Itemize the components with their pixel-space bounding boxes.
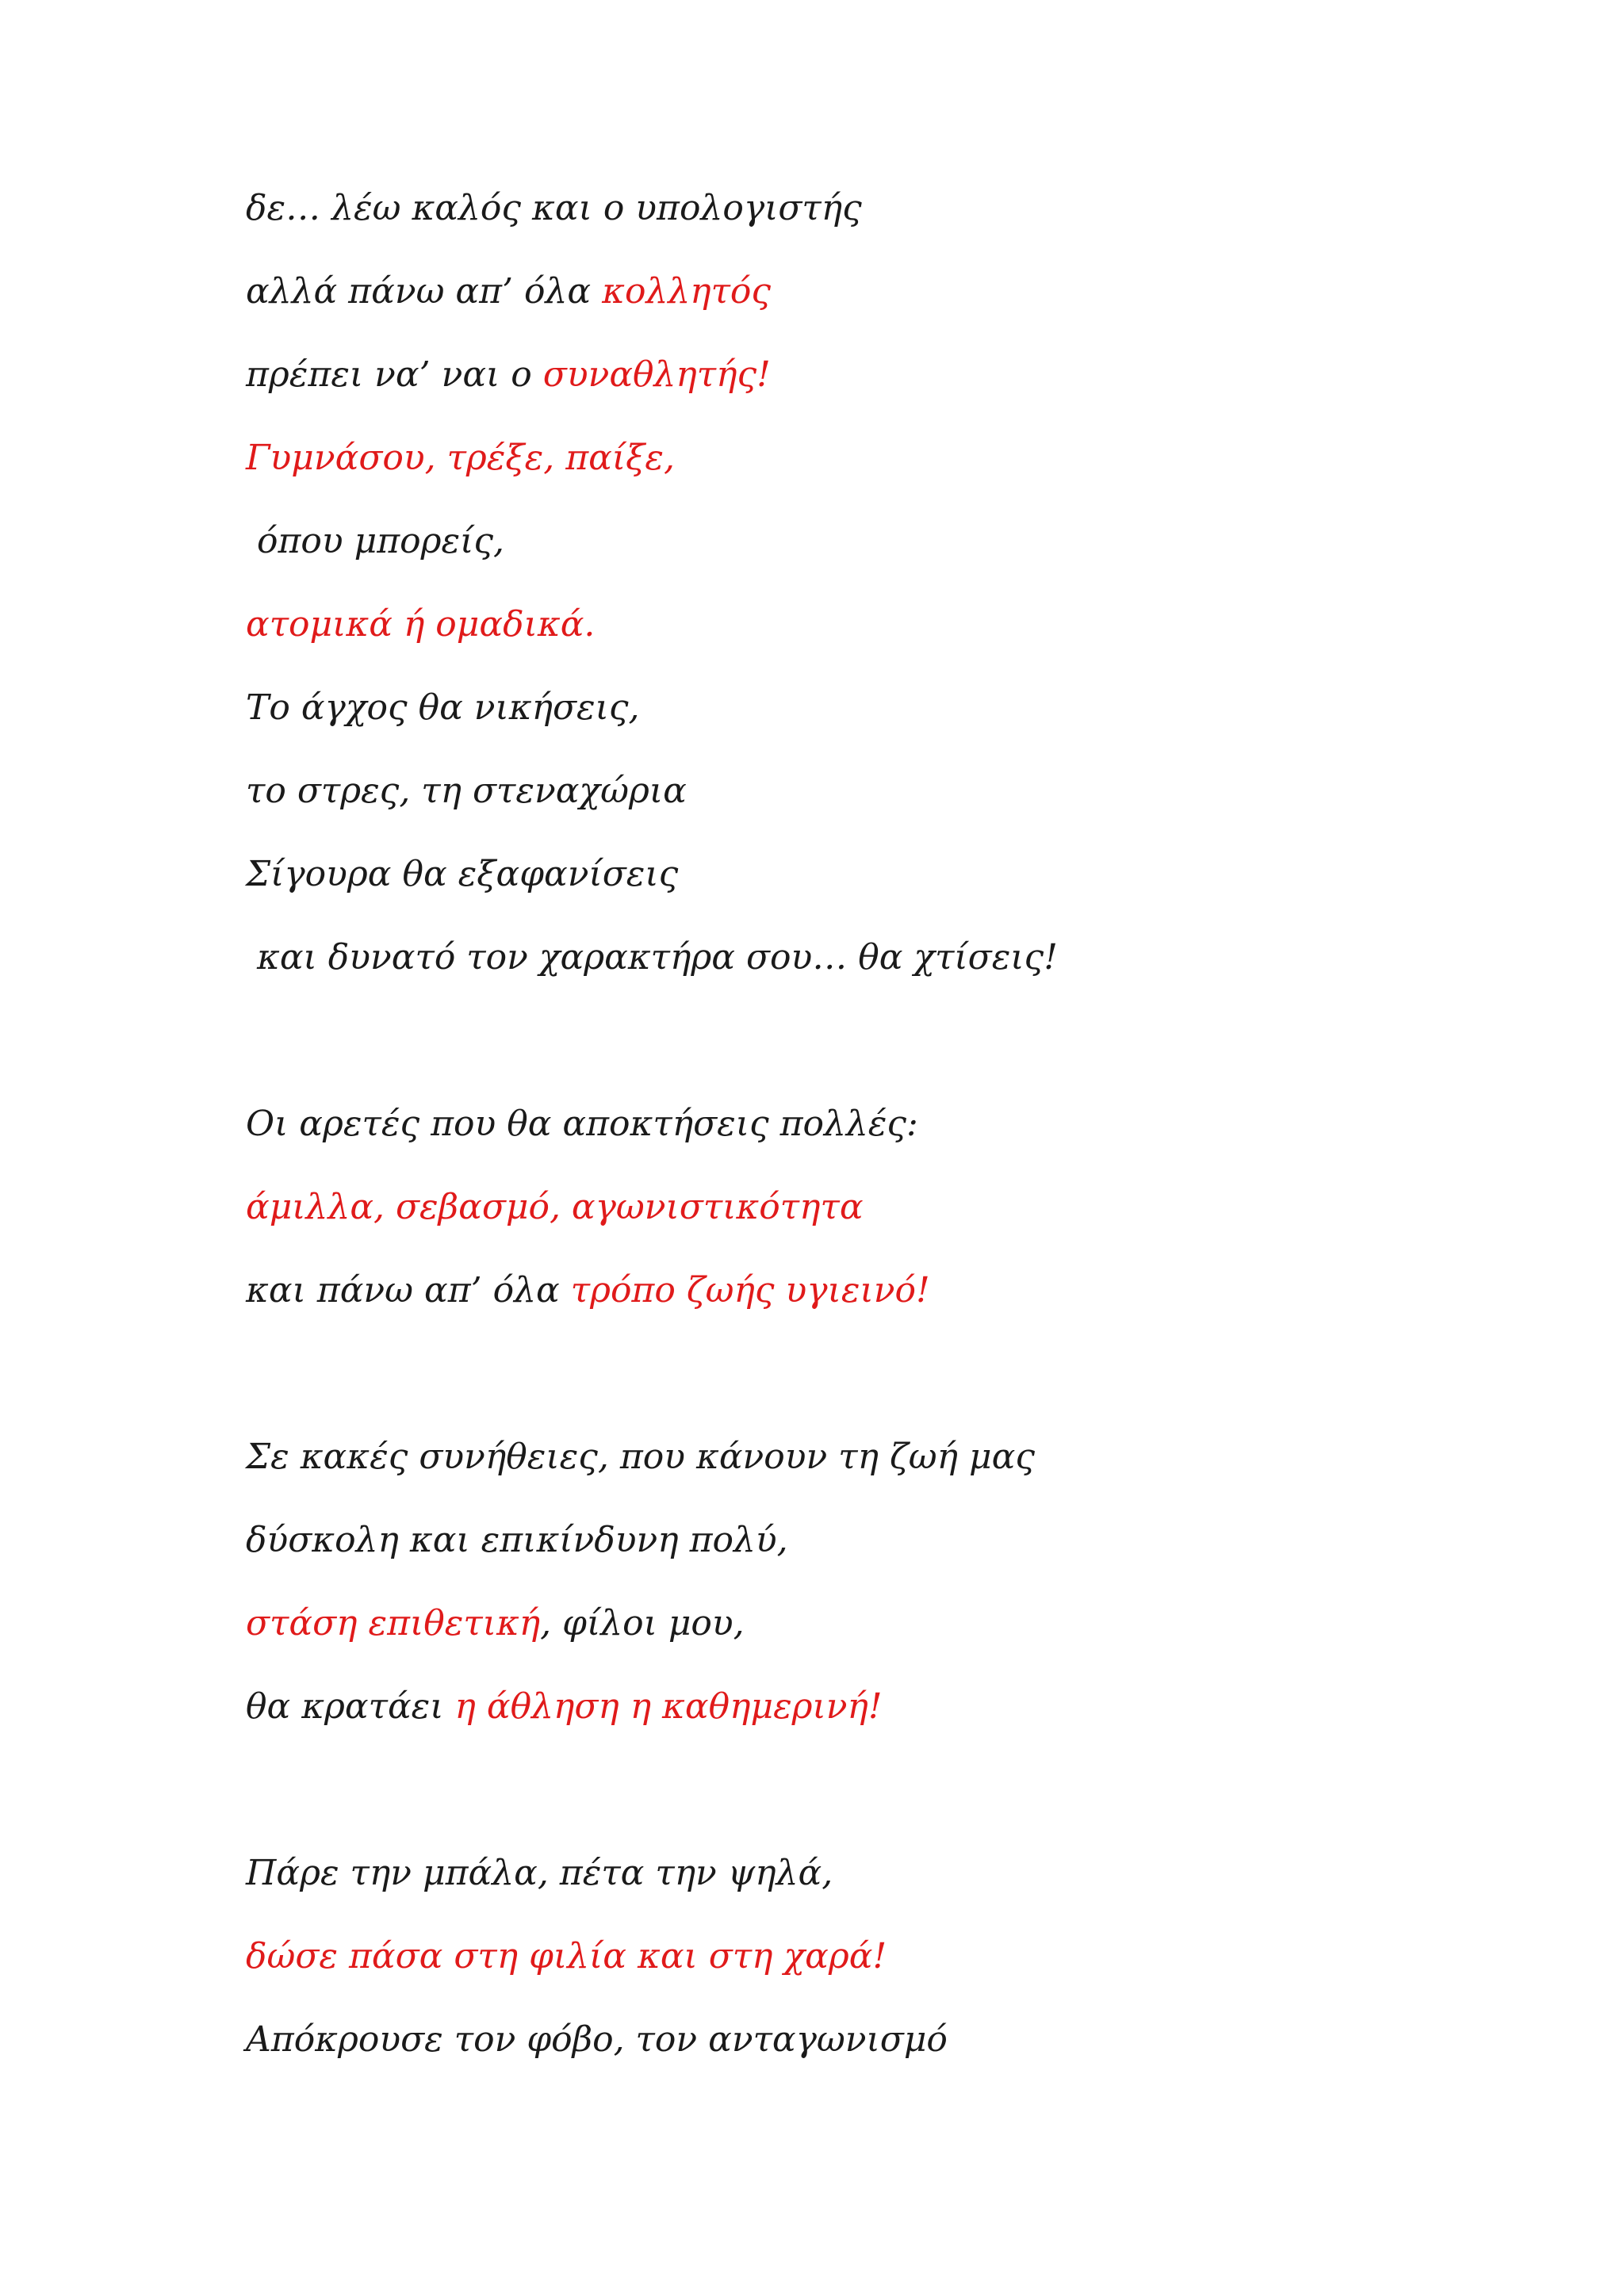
poem-line xyxy=(246,522,1435,561)
poem-line xyxy=(246,855,1435,894)
line-text: δε… λέω καλός και ο υπολογιστής xyxy=(246,188,862,228)
poem-line xyxy=(246,771,1435,811)
line-text: Απόκρουσε τον φόβο, τον ανταγωνισμό xyxy=(246,2019,948,2060)
line-text: Οι αρετές που θα αποκτήσεις πολλές: xyxy=(246,1104,918,1144)
line-text: όπου μπορείς, xyxy=(246,521,504,561)
line-text: θα κρατάει xyxy=(246,1686,455,1727)
highlighted-text: στάση επιθετική xyxy=(246,1603,541,1644)
highlighted-text: Γυμνάσου, τρέξε, παίξε, xyxy=(246,438,675,478)
line-text: το στρες, τη στεναχώρια xyxy=(246,771,687,811)
poem-line xyxy=(246,1104,1435,1144)
poem-line xyxy=(246,438,1435,478)
poem-text xyxy=(246,189,1435,2103)
highlighted-text: δώσε πάσα στη φιλία και στη χαρά! xyxy=(246,1936,887,1976)
poem-line xyxy=(246,605,1435,645)
line-text: Πάρε την μπάλα, πέτα την ψηλά, xyxy=(246,1853,833,1893)
line-text: , φίλοι μου, xyxy=(540,1603,745,1644)
line-text: Το άγχος θα νικήσεις, xyxy=(246,687,640,728)
line-text: Σε κακές συνήθειες, που κάνουν τη ζωή μας xyxy=(246,1437,1035,1477)
line-text: δύσκολη και επικίνδυνη πολύ, xyxy=(246,1520,788,1560)
poem-line xyxy=(246,1188,1435,1227)
poem-line xyxy=(246,189,1435,228)
poem-line xyxy=(246,1521,1435,1560)
poem-line xyxy=(246,688,1435,728)
line-text: Σίγουρα θα εξαφανίσεις xyxy=(246,854,679,894)
poem-line xyxy=(246,1271,1435,1311)
highlighted-text: κολλητός xyxy=(602,271,772,312)
highlighted-text: τρόπο ζωής υγιεινό! xyxy=(570,1270,930,1311)
poem-line xyxy=(246,938,1435,978)
poem-line xyxy=(246,1604,1435,1644)
highlighted-text: συναθλητής! xyxy=(542,354,771,395)
poem-line xyxy=(246,272,1435,312)
line-text: και δυνατό τον χαρακτήρα σου… θα χτίσεις! xyxy=(246,937,1058,978)
line-text: και πάνω απ’ όλα xyxy=(246,1270,571,1311)
poem-line xyxy=(246,355,1435,395)
highlighted-text: ατομικά ή ομαδικά. xyxy=(246,604,596,645)
poem-line xyxy=(246,1937,1435,1976)
highlighted-text: η άθληση η καθημερινή! xyxy=(454,1686,883,1727)
line-text: αλλά πάνω απ’ όλα xyxy=(246,271,603,312)
poem-line xyxy=(246,1437,1435,1477)
poem-line xyxy=(246,1687,1435,1727)
poem-line xyxy=(246,2020,1435,2060)
highlighted-text: άμιλλα, σεβασμό, αγωνιστικότητα xyxy=(246,1187,864,1227)
line-text: πρέπει να’ ναι ο xyxy=(246,354,543,395)
poem-line xyxy=(246,1854,1435,1893)
